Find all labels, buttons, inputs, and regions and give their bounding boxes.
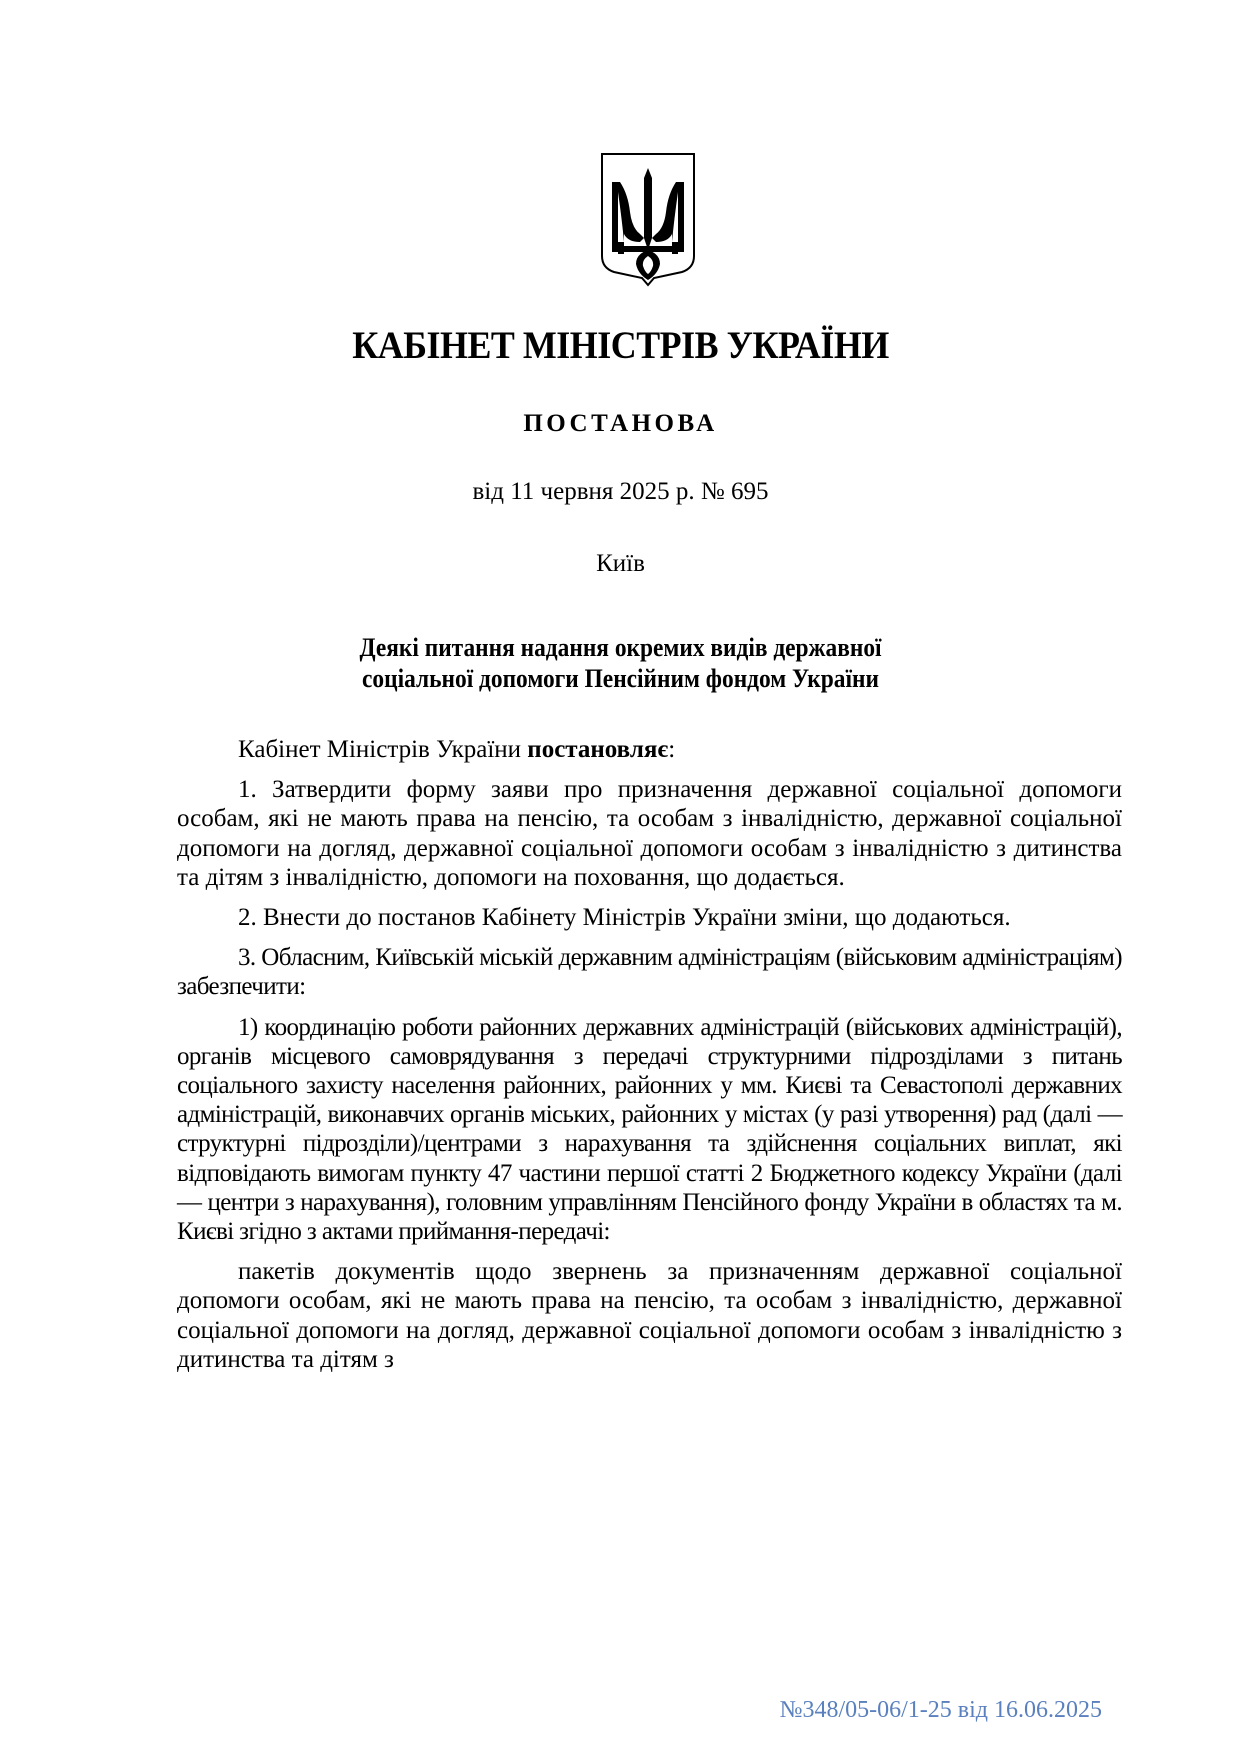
paragraph-3-1-packages: пакетів документів щодо звернень за призначенням державної соціальної допомоги особам, які не мають права на пенсію, та особам з інвалідністю, державної соціальної допомоги на догляд, державної соціальної допомоги особам з інвалідністю з дитинства та дітям з — [177, 1258, 1122, 1373]
coat-of-arms-icon — [598, 150, 698, 288]
preamble-punct: : — [668, 736, 676, 763]
document-date-number: від 11 червня 2025 р. № 695 — [472, 478, 769, 505]
subject-line: соціальної допомоги Пенсійним фондом України — [362, 664, 879, 693]
registration-stamp: №348/05-06/1-25 від 16.06.2025 — [779, 1697, 1102, 1723]
subject-line: Деякі питання надання окремих видів державної — [359, 633, 882, 662]
paragraph-1: 1. Затвердити форму заяви про призначення державної соціальної допомоги особам, які не мають права на пенсію, та особам з інвалідністю, державної соціальної допомоги на догляд, державної соціальної допомоги особам з інвалідністю з дитинства та дітям з інвалідністю, допомоги на поховання, що додається. — [177, 776, 1122, 891]
document-type: ПОСТАНОВА — [523, 410, 718, 437]
paragraph-3-1: 1) координацію роботи районних державних адміністрацій (військових адміністрацій), органів місцевого самоврядування з передачі структурними підрозділами з питань соціального захисту населення районних, районних у мм. Києві та Севастополі державних адміністрацій, виконавчих органів міських, районних у містах (у разі утворення) рад (далі — структурні підрозділи)/центрами з нарахування та здійснення соціальних виплат, які відповідають вимогам пункту 47 частини першої статті 2 Бюджетного кодексу України (далі — центри з нарахування), головним управлінням Пенсійного фонду України в областях та м. Києві згідно з актами приймання-передачі: — [177, 1013, 1122, 1246]
document-subject — [62, 632, 1179, 694]
document-body — [177, 735, 1122, 1385]
preamble-text: Кабінет Міністрів України — [238, 736, 528, 763]
organization-title: КАБІНЕТ МІНІСТРІВ УКРАЇНИ — [352, 324, 889, 367]
paragraph-3: 3. Обласним, Київській міській державним адміністраціям (військовим адміністраціям) забезпечити: — [177, 944, 1122, 1001]
preamble — [177, 735, 1122, 764]
paragraph-2: 2. Внести до постанов Кабінету Міністрів України зміни, що додаються. — [238, 904, 1011, 932]
document-city: Київ — [596, 550, 645, 577]
preamble-keyword: постановляє — [527, 736, 669, 763]
